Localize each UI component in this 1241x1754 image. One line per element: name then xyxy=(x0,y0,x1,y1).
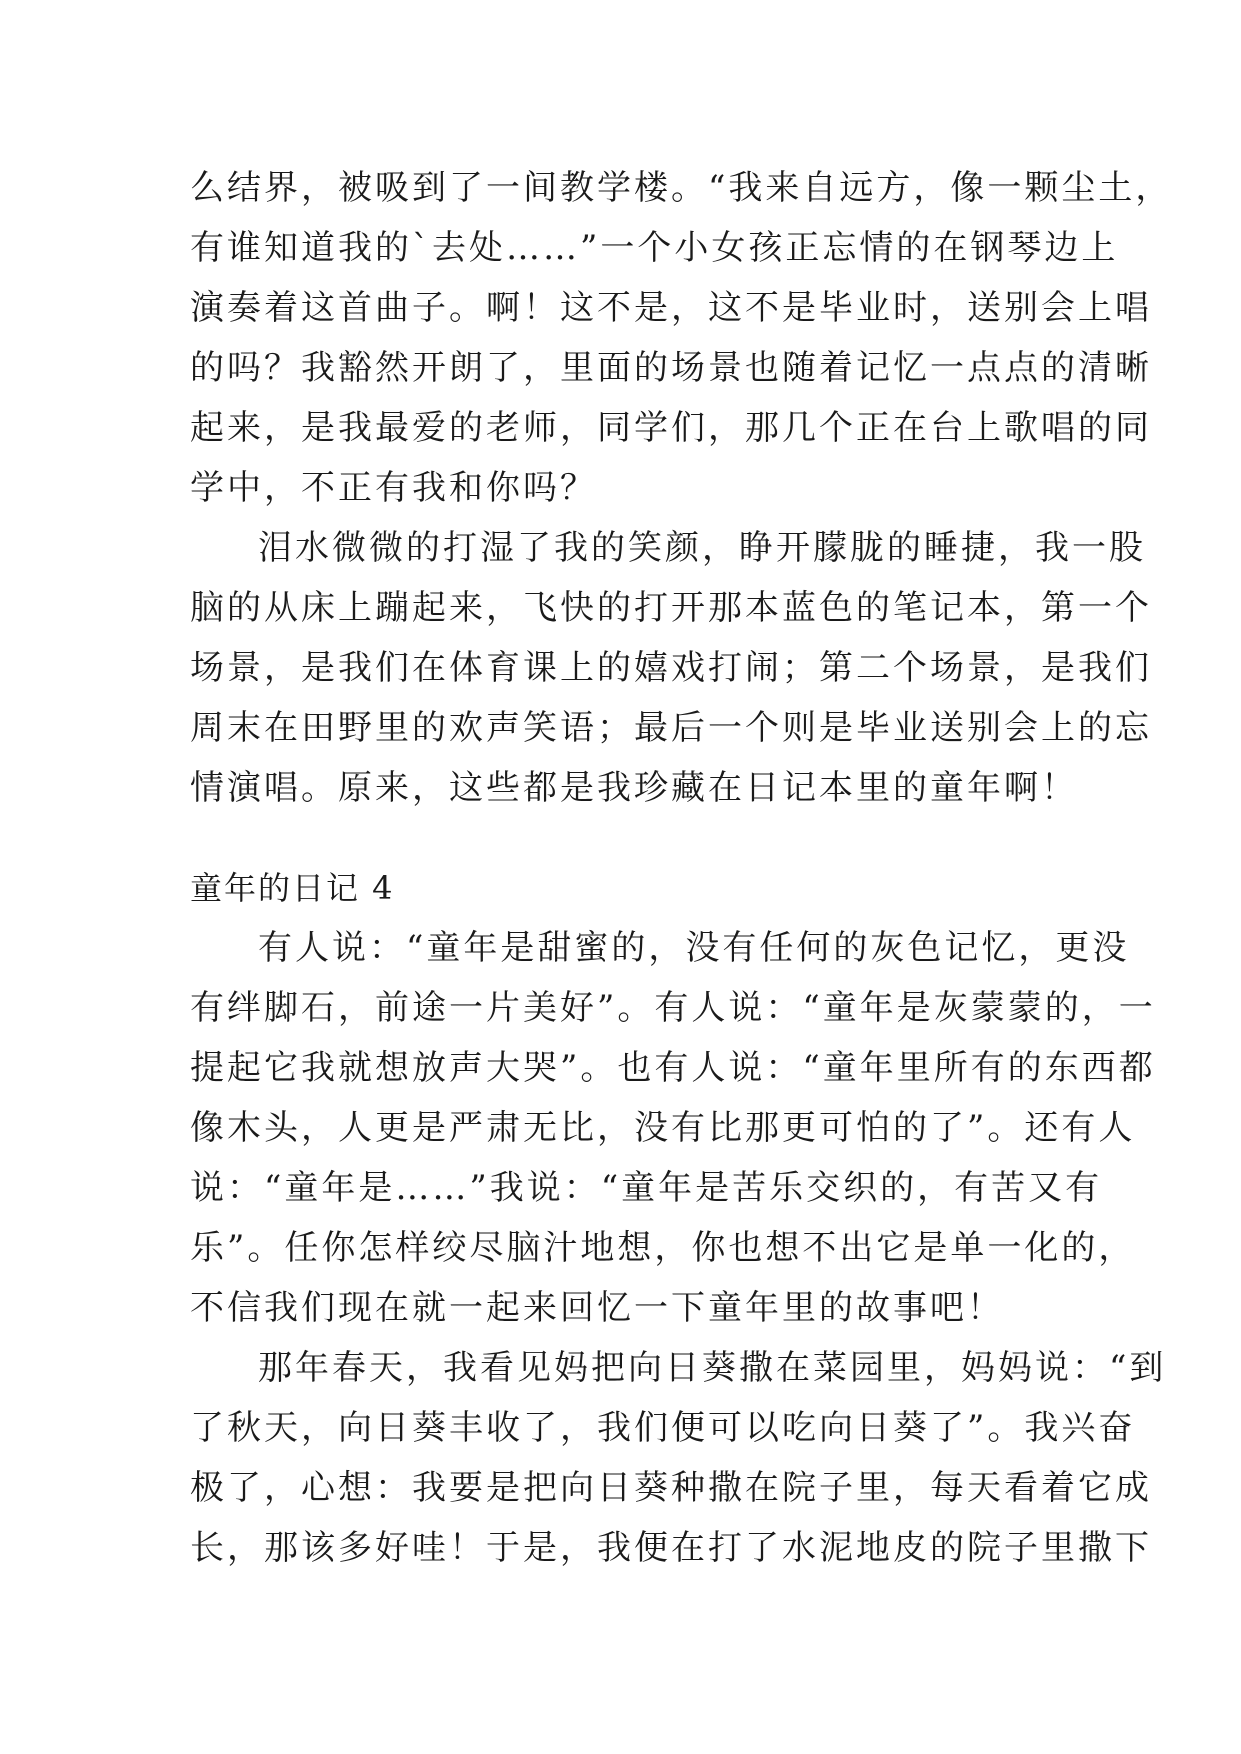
text-line: 不信我们现在就一起来回忆一下童年里的故事吧！ xyxy=(190,1288,1004,1328)
paragraph-continued xyxy=(190,158,1173,518)
text-line: 像木头，人更是严肃无比，没有比那更可怕的了”。还有人 xyxy=(190,1108,1136,1148)
text-line: 泪水微微的打湿了我的笑颜，睁开朦胧的睡捷，我一股 xyxy=(258,528,1146,568)
text-line: 了秋天，向日葵丰收了，我们便可以吃向日葵了”。我兴奋 xyxy=(190,1408,1136,1448)
section-heading: 童年的日记 4 xyxy=(190,869,395,907)
text-line: 演奏着这首曲子。啊！这不是，这不是毕业时，送别会上唱 xyxy=(190,288,1152,328)
text-line: 乐”。任你怎样绞尽脑汁地想，你也想不出它是单一化的， xyxy=(190,1228,1136,1268)
text-line: 说：“童年是……”我说：“童年是苦乐交织的，有苦又有 xyxy=(190,1168,1103,1208)
text-line: 长，那该多好哇！于是，我便在打了水泥地皮的院子里撒下 xyxy=(190,1528,1152,1568)
text-line: 么结界，被吸到了一间教学楼。“我来自远方，像一颗尘土， xyxy=(190,168,1173,208)
paragraph-some-say xyxy=(190,918,1156,1338)
text-line: 场景，是我们在体育课上的嬉戏打闹；第二个场景，是我们 xyxy=(190,648,1152,688)
text-line: 周末在田野里的欢声笑语；最后一个则是毕业送别会上的忘 xyxy=(190,708,1152,748)
text-line: 有人说：“童年是甜蜜的，没有任何的灰色记忆，更没 xyxy=(258,928,1130,968)
text-line: 有绊脚石，前途一片美好”。有人说：“童年是灰蒙蒙的，一 xyxy=(190,988,1156,1028)
text-line: 的吗？我豁然开朗了，里面的场景也随着记忆一点点的清晰 xyxy=(190,348,1152,388)
text-line: 提起它我就想放声大哭”。也有人说：“童年里所有的东西都 xyxy=(190,1048,1156,1088)
text-line: 脑的从床上蹦起来，飞快的打开那本蓝色的笔记本，第一个 xyxy=(190,588,1152,628)
text-line: 极了，心想：我要是把向日葵种撒在院子里，每天看着它成 xyxy=(190,1468,1152,1508)
text-line: 学中，不正有我和你吗？ xyxy=(190,468,597,508)
text-line: 有谁知道我的`去处……”一个小女孩正忘情的在钢琴边上 xyxy=(190,228,1119,268)
text-line: 那年春天，我看见妈把向日葵撒在菜园里，妈妈说：“到 xyxy=(258,1348,1167,1388)
paragraph-spring xyxy=(190,1338,1167,1578)
text-line: 情演唱。原来，这些都是我珍藏在日记本里的童年啊！ xyxy=(190,768,1078,808)
paragraph-tears xyxy=(190,518,1152,818)
text-line: 起来，是我最爱的老师，同学们，那几个正在台上歌唱的同 xyxy=(190,408,1152,448)
